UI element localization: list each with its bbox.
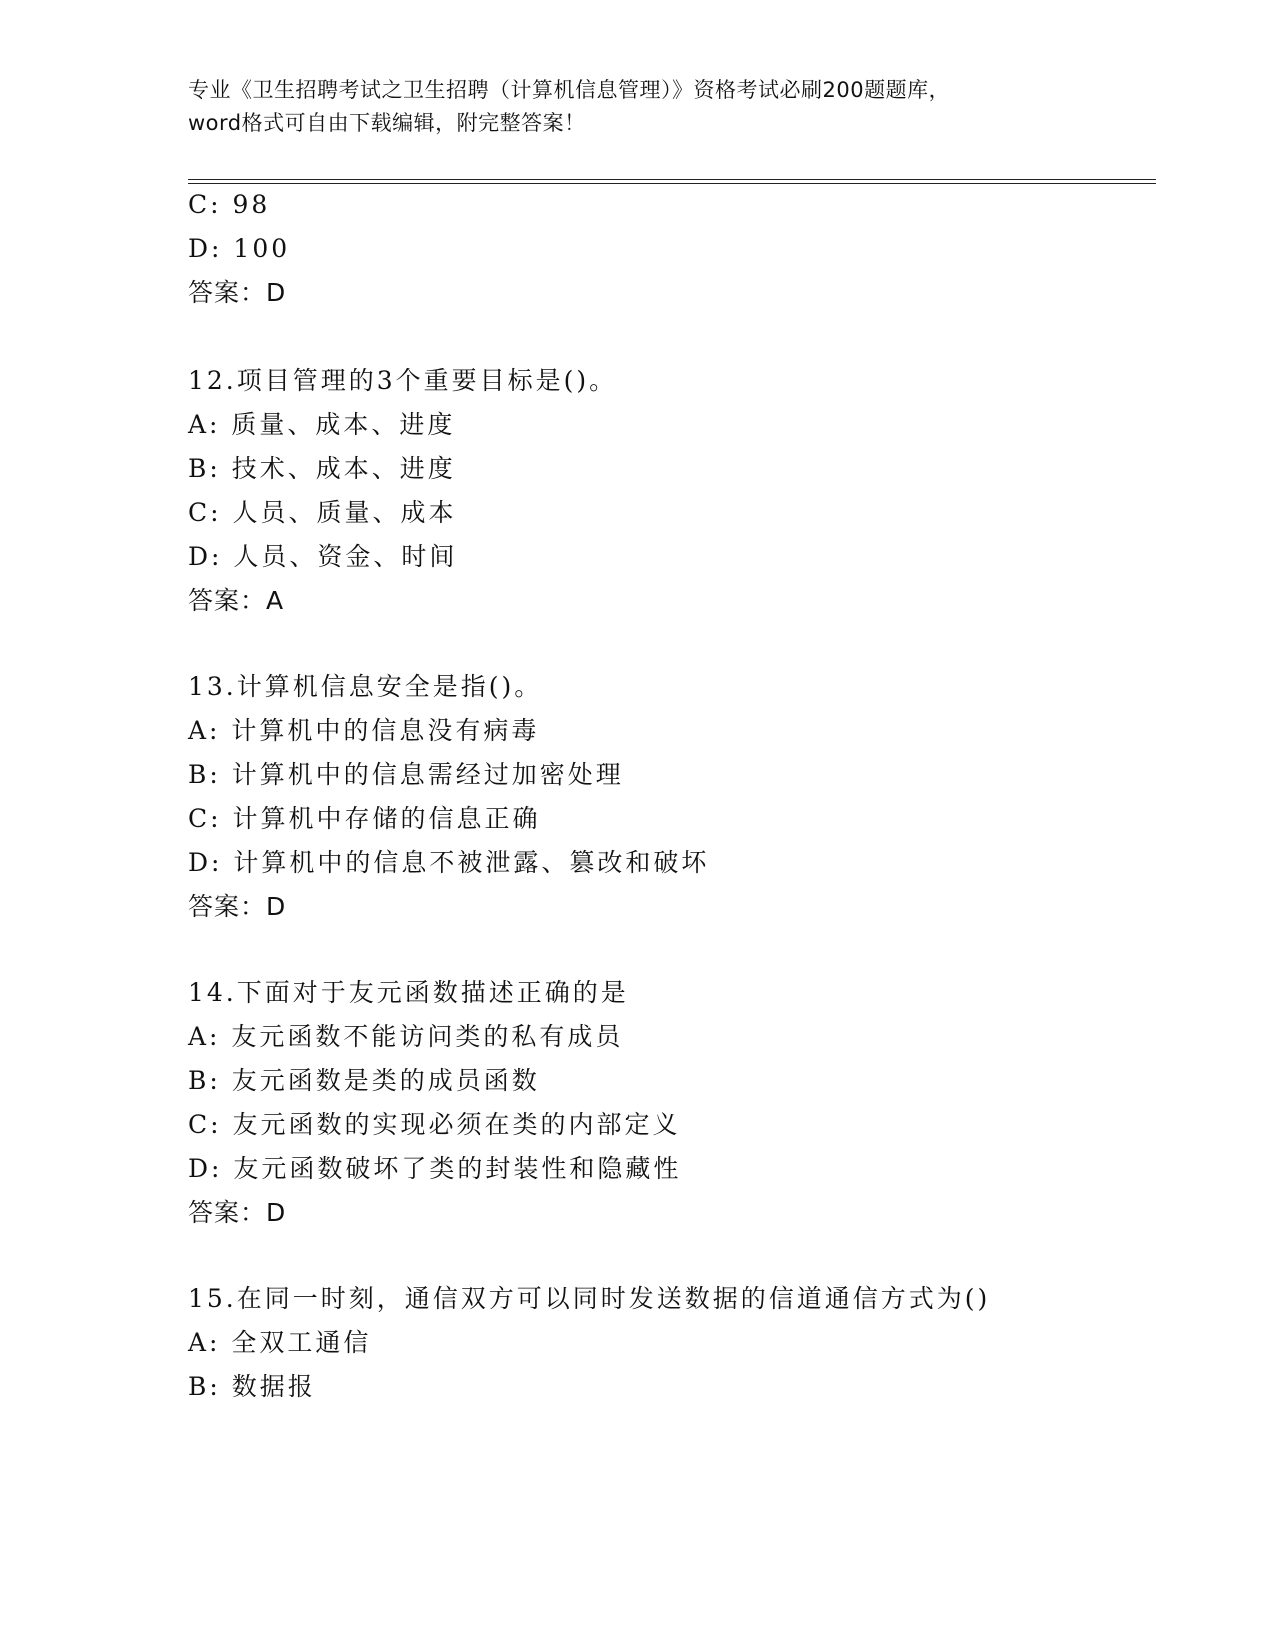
option-d: D: 人员、资金、时间 [188, 542, 458, 571]
option-a: A: 全双工通信 [188, 1328, 372, 1357]
header-title-line2: word格式可自由下载编辑，附完整答案！ [188, 111, 586, 135]
answer: 答案：A [188, 586, 285, 615]
option-b: B: 计算机中的信息需经过加密处理 [188, 760, 624, 789]
answer: 答案：D [188, 1198, 287, 1227]
option-a: A: 计算机中的信息没有病毒 [188, 716, 540, 745]
option-d: D: 友元函数破坏了类的封装性和隐藏性 [188, 1154, 682, 1183]
header-rule-top [188, 179, 1156, 180]
option-a: A: 质量、成本、进度 [188, 410, 456, 439]
option-d: D: 100 [188, 234, 291, 263]
question-14: 14.下面对于友元函数描述正确的是 [188, 978, 629, 1007]
header-rule-bottom [188, 183, 1156, 184]
option-c: C: 人员、质量、成本 [188, 498, 457, 527]
option-b: B: 友元函数是类的成员函数 [188, 1066, 540, 1095]
option-c: C: 计算机中存储的信息正确 [188, 804, 541, 833]
question-13: 13.计算机信息安全是指()。 [188, 672, 543, 701]
option-d: D: 计算机中的信息不被泄露、篡改和破坏 [188, 848, 710, 877]
option-c: C: 98 [188, 190, 271, 219]
answer: 答案：D [188, 892, 287, 921]
answer: 答案：D [188, 278, 287, 307]
document-header [188, 74, 1088, 140]
option-b: B: 数据报 [188, 1372, 316, 1401]
question-15: 15.在同一时刻，通信双方可以同时发送数据的信道通信方式为() [188, 1284, 991, 1313]
option-a: A: 友元函数不能访问类的私有成员 [188, 1022, 624, 1051]
option-c: C: 友元函数的实现必须在类的内部定义 [188, 1110, 681, 1139]
question-12: 12.项目管理的3个重要目标是()。 [188, 366, 618, 395]
header-title-line1: 专业《卫生招聘考试之卫生招聘（计算机信息管理）》资格考试必刷200题题库， [188, 78, 951, 102]
option-b: B: 技术、成本、进度 [188, 454, 456, 483]
